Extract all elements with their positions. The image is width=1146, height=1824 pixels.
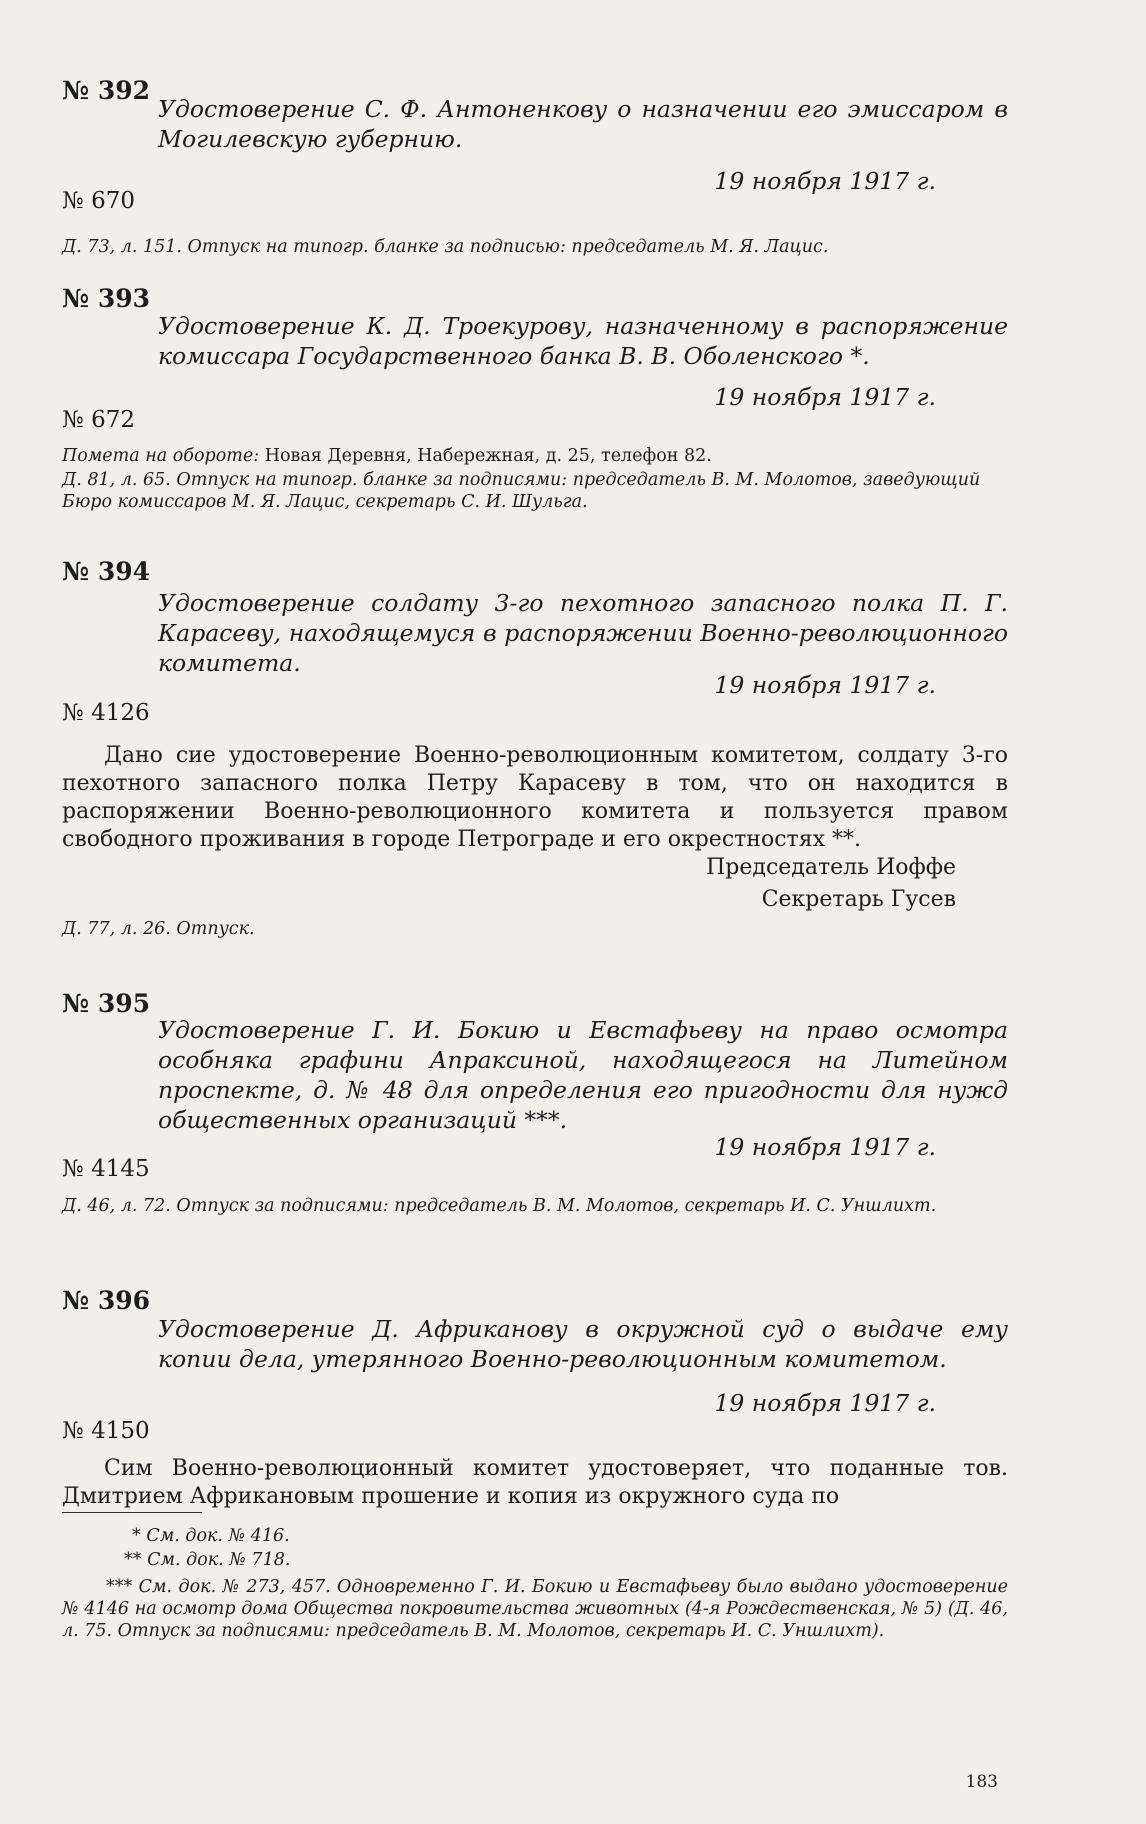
doc-title: Удостоверение солдату 3-го пехотного запасного полка П. Г. Карасеву, находящемуся в распоряжении Военно-революционного комитета. — [158, 589, 1008, 677]
doc-body: Дано сие удостоверение Военно-революционным комитетом, солдату 3-го пехотного запасного полка Петру Карасеву в том, что он находится в распоряжении Военно-революционного комитета и пользуется правом свободного проживания в городе Петрограде и его окрестностях **. — [62, 743, 1008, 852]
doc-heading: № 392 — [62, 76, 151, 105]
footnote-text: См. док. № 416. — [146, 1526, 290, 1546]
signature-secretary: Секретарь Гусев — [761, 887, 956, 912]
archive-note: Д. 81, л. 65. Отпуск на типогр. бланке за подписями: председатель В. М. Молотов, заведующий Бюро комиссаров М. Я. Лацис, секретарь С. И. Шульга. — [62, 470, 981, 512]
signature-chairman: Председатель Иоффе — [706, 855, 956, 880]
doc-heading: № 395 — [62, 989, 151, 1018]
archive-note: Д. 46, л. 72. Отпуск за подписями: председатель В. М. Молотов, секретарь И. С. Уншлихт. — [62, 1196, 937, 1216]
footnote — [62, 1525, 1008, 1547]
doc-body: Сим Военно-революционный комитет удостоверяет, что поданные тов. Дмитрием Африкановым прошение и копия из окружного суда по — [62, 1456, 1008, 1509]
footnote-mark: *** — [106, 1577, 133, 1597]
page-number: 183 — [965, 1772, 998, 1792]
doc-title: Удостоверение Д. Африканову в окружной суд о выдаче ему копии дела, утерянного Военно-революционным комитетом. — [158, 1315, 1008, 1373]
footnote-text: См. док. № 273, 457. Одновременно Г. И. Бокию и Евстафьеву было выдано удостоверение № 4146 на осмотр дома Общества покровительства животных (4-я Рождественская, № 5) (Д. 46, л. 75. Отпуск за подписями: председатель В. М. Молотов, секретарь И. С. Уншлихт). — [62, 1577, 1008, 1641]
doc-date: 19 ноября 1917 г. — [714, 671, 936, 699]
footnote — [62, 1576, 1008, 1642]
doc-number: № 4150 — [62, 1418, 150, 1444]
doc-number: № 4145 — [62, 1156, 150, 1182]
reverse-mark — [62, 445, 1008, 467]
doc-number: № 4126 — [62, 700, 150, 726]
footnote-text: См. док. № 718. — [147, 1550, 291, 1570]
doc-heading: № 393 — [62, 284, 151, 313]
reverse-mark-label: Помета на обороте: — [62, 446, 260, 466]
archive-note: Д. 73, л. 151. Отпуск на типогр. бланке за подписью: председатель М. Я. Лацис. — [62, 237, 829, 257]
reverse-mark-text: Новая Деревня, Набережная, д. 25, телефон 82. — [264, 446, 712, 466]
doc-date: 19 ноября 1917 г. — [714, 1133, 936, 1161]
doc-date: 19 ноября 1917 г. — [714, 1389, 936, 1417]
footnote-mark: * — [132, 1526, 141, 1546]
doc-heading: № 396 — [62, 1286, 151, 1315]
doc-title: Удостоверение К. Д. Троекурову, назначенному в распоряжение комиссара Государственного банка В. В. Оболенского *. — [158, 312, 1008, 370]
doc-number: № 672 — [62, 407, 135, 433]
doc-title: Удостоверение С. Ф. Антоненкову о назначении его эмиссаром в Могилевскую губернию. — [158, 95, 1008, 153]
doc-title: Удостоверение Г. И. Бокию и Евстафьеву на право осмотра особняка графини Апраксиной, находящегося на Литейном проспекте, д. № 48 для определения его пригодности для нужд общественных организаций ***. — [158, 1016, 1008, 1134]
doc-heading: № 394 — [62, 557, 151, 586]
footnote — [62, 1549, 1008, 1571]
doc-date: 19 ноября 1917 г. — [714, 383, 936, 411]
footnote-divider — [62, 1512, 202, 1513]
archive-note: Д. 77, л. 26. Отпуск. — [62, 919, 255, 939]
doc-number: № 670 — [62, 188, 135, 214]
doc-date: 19 ноября 1917 г. — [714, 167, 936, 195]
footnote-mark: ** — [124, 1550, 142, 1570]
